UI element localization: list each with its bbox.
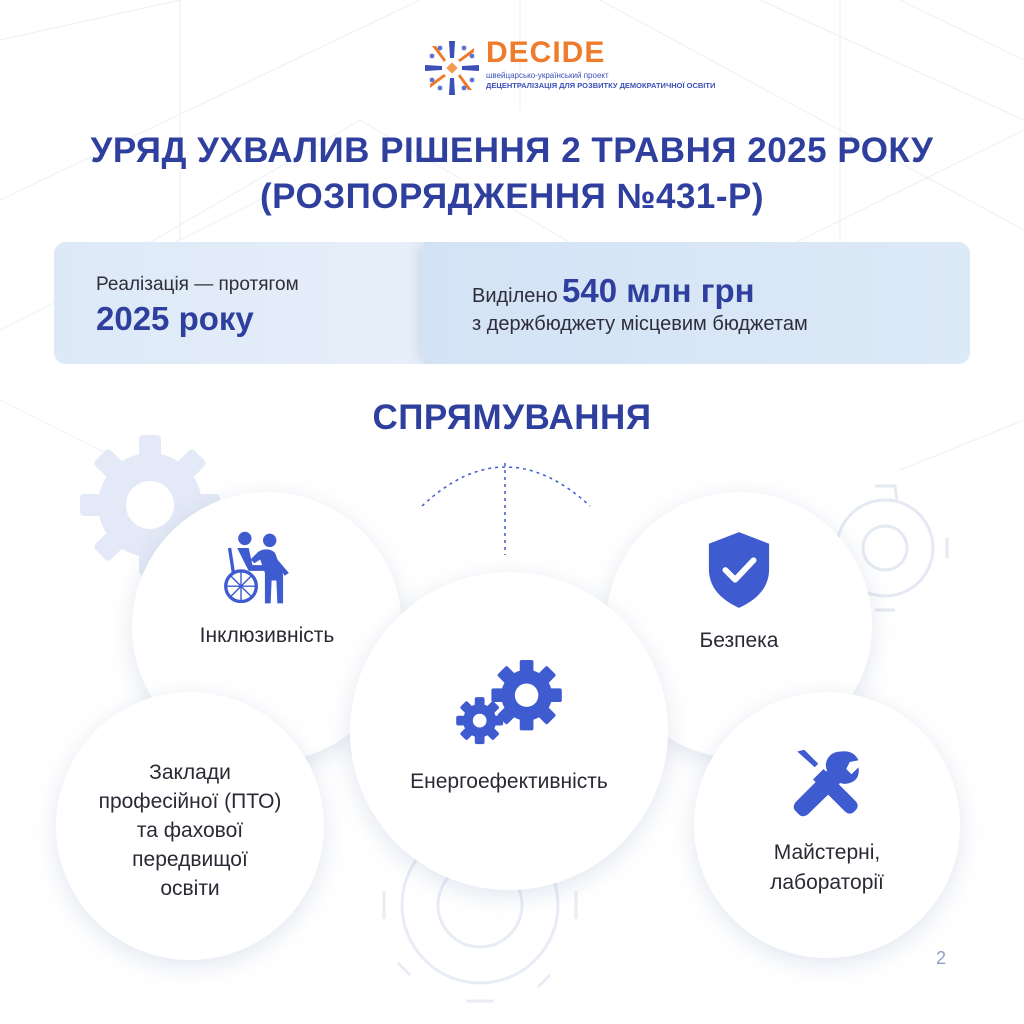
- implementation-label: Реалізація — протягом: [96, 274, 299, 295]
- safety-label: Безпека: [699, 629, 779, 652]
- page-number: 2: [936, 948, 947, 968]
- workshops-line: лабораторії: [770, 871, 884, 894]
- title-line-2: (РОЗПОРЯДЖЕННЯ №431-Р): [259, 177, 765, 216]
- dashed-arc-decoration: [422, 463, 590, 555]
- allocation-source: з держбюджету місцевим бюджетам: [472, 313, 808, 335]
- wrench-screwdriver-icon: [792, 748, 862, 818]
- direction-energy: [350, 572, 668, 890]
- allocation-prefix: Виділено: [472, 285, 558, 307]
- vocational-label: [56, 758, 324, 903]
- energy-label: Енергоефективність: [410, 770, 608, 793]
- section-title: СПРЯМУВАННЯ: [372, 398, 652, 437]
- direction-vocational: [56, 692, 324, 960]
- implementation-value: 2025 року: [96, 300, 254, 337]
- workshops-label: [694, 838, 960, 898]
- direction-workshops: [694, 692, 960, 958]
- shield-check-icon: [705, 530, 773, 610]
- title-line-1: УРЯД УХВАЛИВ РІШЕННЯ 2 ТРАВНЯ 2025 РОКУ: [90, 131, 934, 170]
- vocational-line: та фахової: [136, 819, 244, 842]
- vocational-line: освіти: [160, 877, 220, 900]
- vocational-line: професійної (ПТО): [98, 790, 282, 813]
- workshops-line: Майстерні,: [773, 841, 881, 864]
- wheelchair-assist-icon: [220, 530, 306, 608]
- allocation-amount: 540 млн грн: [562, 272, 755, 309]
- logo-wordmark: DECIDE: [486, 36, 606, 69]
- gears-icon: [450, 660, 568, 748]
- logo-subtitle: ДЕЦЕНТРАЛІЗАЦІЯ ДЛЯ РОЗВИТКУ ДЕМОКРАТИЧНОЇ ОСВІТИ: [486, 81, 716, 90]
- inclusiveness-label: Інклюзивність: [199, 624, 335, 647]
- vocational-line: передвищої: [132, 848, 248, 871]
- logo-tagline: швейцарсько-український проект: [486, 71, 609, 80]
- vocational-line: Заклади: [149, 761, 231, 784]
